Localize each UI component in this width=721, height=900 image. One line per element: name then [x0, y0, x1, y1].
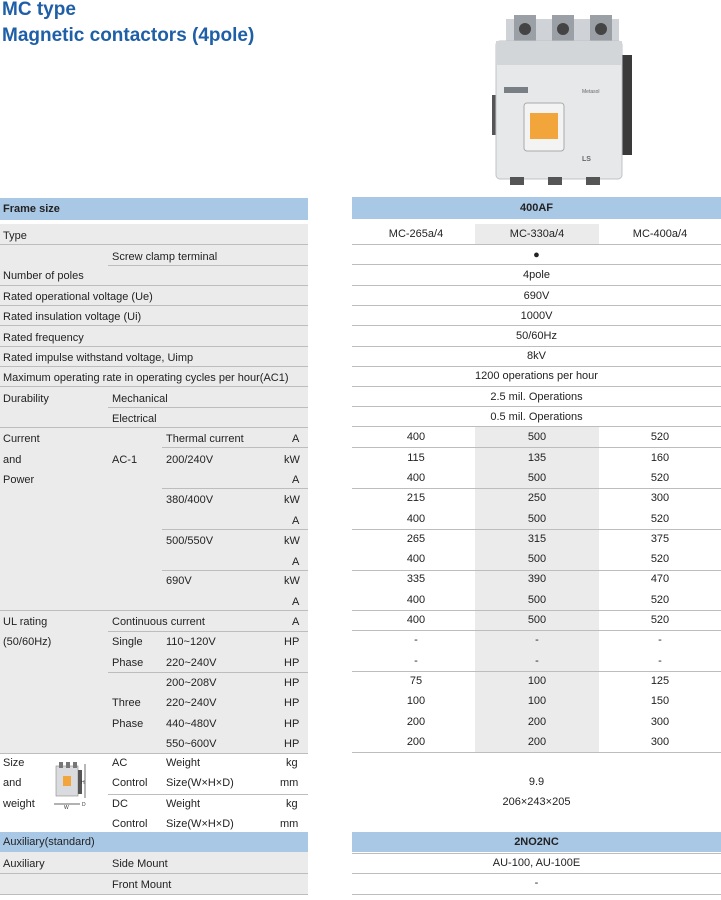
- current-value: 500: [527, 431, 547, 443]
- screw-clamp-value: ●: [533, 249, 540, 261]
- frame-size-header: Frame size: [0, 198, 308, 220]
- size-and-label: and: [3, 777, 22, 789]
- model-col-1: MC-265a/4: [388, 228, 444, 240]
- ac-weight-label: Weight: [166, 757, 201, 769]
- ul-value: 300: [650, 736, 670, 748]
- current-value: 375: [650, 533, 670, 545]
- contactor-photo: [490, 15, 635, 185]
- auxiliary-header-value: 2NO2NC: [352, 832, 721, 852]
- unit-hp: HP: [284, 718, 300, 730]
- current-value: 135: [527, 452, 547, 464]
- depth-letter: D: [82, 802, 86, 808]
- unit-kg: kg: [286, 798, 298, 810]
- current-value: 500: [527, 594, 547, 606]
- unit-hp: HP: [284, 738, 300, 750]
- unit-kw: kW: [284, 575, 300, 587]
- ul-value: 125: [650, 675, 670, 687]
- model-col-3: MC-400a/4: [632, 228, 688, 240]
- frame-400af-header: 400AF: [352, 197, 721, 219]
- current-value: 300: [650, 492, 670, 504]
- current-value: 520: [650, 472, 670, 484]
- unit-hp: HP: [284, 677, 300, 689]
- current-value: 400: [406, 594, 426, 606]
- ac1-label: AC-1: [112, 454, 138, 466]
- width-letter: W: [64, 805, 69, 810]
- current-value: 400: [406, 472, 426, 484]
- weight-label: weight: [3, 798, 35, 810]
- current-value: 400: [406, 513, 426, 525]
- ul-value: 150: [650, 695, 670, 707]
- thermal-current-label: Thermal current: [166, 433, 244, 445]
- page-subtitle: Magnetic contactors (4pole): [2, 25, 255, 46]
- size-label: Size: [3, 757, 25, 769]
- ul-value: -: [535, 634, 539, 646]
- side-mount-label: Side Mount: [112, 858, 168, 870]
- current-value: 315: [527, 533, 547, 545]
- unit-a: A: [292, 616, 300, 628]
- current-value: 215: [406, 492, 426, 504]
- control-label: Control: [112, 777, 148, 789]
- ue-label: Rated operational voltage (Ue): [3, 291, 153, 303]
- unit-kw: kW: [284, 494, 300, 506]
- ul-value: 100: [527, 675, 547, 687]
- unit-a: A: [292, 474, 300, 486]
- ul-value: -: [658, 655, 662, 667]
- ul-value: -: [414, 655, 418, 667]
- voltage-690: 690V: [166, 575, 192, 587]
- ul-value: 100: [406, 695, 426, 707]
- uimp-label: Rated impulse withstand voltage, Uimp: [3, 352, 194, 364]
- auxiliary-label: Auxiliary: [3, 858, 45, 870]
- ul-value: 500: [527, 614, 547, 626]
- dc-size-label: Size(W×H×D): [166, 818, 234, 830]
- voltage-200-208: 200~208V: [166, 677, 217, 689]
- unit-a: A: [292, 596, 300, 608]
- ul-value: 200: [527, 736, 547, 748]
- brand-label: Metasol: [582, 89, 600, 95]
- unit-a: A: [292, 433, 300, 445]
- continuous-current-label: Continuous current: [112, 616, 205, 628]
- screw-clamp-label: Screw clamp terminal: [112, 251, 218, 263]
- electrical-label: Electrical: [112, 413, 157, 425]
- dc-weight-label: Weight: [166, 798, 201, 810]
- ul-value: 200: [406, 716, 426, 728]
- current-value: 115: [407, 452, 425, 464]
- unit-mm: mm: [280, 777, 299, 789]
- current-value: 520: [650, 553, 670, 565]
- ul-value: 400: [406, 614, 426, 626]
- current-value: 500: [527, 472, 547, 484]
- ul-rating-label: UL rating: [3, 616, 48, 628]
- unit-a: A: [292, 556, 300, 568]
- power-label: Power: [3, 474, 35, 486]
- front-mount-value: -: [534, 877, 539, 889]
- ul-value: 520: [650, 614, 670, 626]
- unit-mm: mm: [280, 818, 299, 830]
- ul-hz-label: (50/60Hz): [3, 636, 52, 648]
- phase-label: Phase: [112, 718, 144, 730]
- poles-label: Number of poles: [3, 270, 84, 282]
- voltage-550-600: 550~600V: [166, 738, 217, 750]
- current-value: 400: [406, 553, 426, 565]
- ul-value: 100: [527, 695, 547, 707]
- unit-hp: HP: [284, 697, 300, 709]
- voltage-380-400: 380/400V: [166, 494, 214, 506]
- ac-label: AC: [112, 757, 128, 769]
- page-title: MC type: [2, 0, 76, 20]
- current-value: 520: [650, 594, 670, 606]
- maxop-value: 1200 operations per hour: [475, 370, 598, 382]
- current-value: 500: [527, 513, 547, 525]
- unit-kw: kW: [284, 535, 300, 547]
- ul-value: 75: [409, 675, 423, 687]
- current-value: 335: [406, 573, 426, 585]
- weight-value: 9.9: [528, 776, 545, 788]
- mechanical-value: 2.5 mil. Operations: [490, 391, 583, 403]
- voltage-110-120: 110~120V: [166, 636, 216, 648]
- and-label: and: [3, 454, 22, 466]
- ac-size-label: Size(W×H×D): [166, 777, 234, 789]
- freq-value: 50/60Hz: [516, 330, 557, 342]
- unit-a: A: [292, 515, 300, 527]
- ul-value: 200: [406, 736, 426, 748]
- ul-value: -: [414, 634, 418, 646]
- poles-value: 4pole: [523, 269, 550, 281]
- ue-value: 690V: [523, 290, 550, 302]
- type-label: Type: [3, 230, 27, 242]
- durability-label: Durability: [3, 393, 49, 405]
- current-value: 520: [650, 431, 670, 443]
- current-value: 265: [406, 533, 426, 545]
- current-label: Current: [3, 433, 40, 445]
- current-value: 500: [527, 553, 547, 565]
- model-col-2: MC-330a/4: [509, 228, 565, 240]
- auxiliary-header: Auxiliary(standard): [0, 832, 308, 852]
- ul-value: 300: [650, 716, 670, 728]
- voltage-220-240: 220~240V: [166, 657, 217, 669]
- unit-kg: kg: [286, 757, 298, 769]
- unit-kw: kW: [284, 454, 300, 466]
- current-value: 400: [406, 431, 426, 443]
- mechanical-label: Mechanical: [112, 393, 168, 405]
- voltage-200-240: 200/240V: [166, 454, 214, 466]
- front-mount-label: Front Mount: [112, 879, 172, 891]
- voltage-220-240-3ph: 220~240V: [166, 697, 217, 709]
- ul-value: -: [535, 655, 539, 667]
- three-label: Three: [112, 697, 141, 709]
- uimp-value: 8kV: [527, 350, 546, 362]
- unit-hp: HP: [284, 636, 300, 648]
- dc-label: DC: [112, 798, 128, 810]
- phase-label: Phase: [112, 657, 144, 669]
- single-label: Single: [112, 636, 143, 648]
- left-spec-panel: [0, 224, 308, 754]
- current-value: 250: [527, 492, 547, 504]
- height-letter: H: [81, 780, 85, 786]
- size-value: 206×243×205: [502, 796, 571, 808]
- current-value: 160: [650, 452, 670, 464]
- dimension-icon: [52, 762, 88, 810]
- side-mount-value: AU-100, AU-100E: [492, 857, 581, 869]
- ls-logo: LS: [582, 156, 591, 163]
- current-value: 520: [650, 513, 670, 525]
- ui-label: Rated insulation voltage (Ui): [3, 311, 142, 323]
- ul-value: 200: [527, 716, 547, 728]
- electrical-value: 0.5 mil. Operations: [490, 411, 583, 423]
- ul-value: -: [658, 634, 662, 646]
- voltage-500-550: 500/550V: [166, 535, 214, 547]
- voltage-440-480: 440~480V: [166, 718, 217, 730]
- maxop-label: Maximum operating rate in operating cycles per hour(AC1): [3, 372, 289, 384]
- control-label: Control: [112, 818, 148, 830]
- current-value: 470: [650, 573, 670, 585]
- current-value: 390: [527, 573, 547, 585]
- ui-value: 1000V: [520, 310, 553, 322]
- freq-label: Rated frequency: [3, 332, 84, 344]
- unit-hp: HP: [284, 657, 300, 669]
